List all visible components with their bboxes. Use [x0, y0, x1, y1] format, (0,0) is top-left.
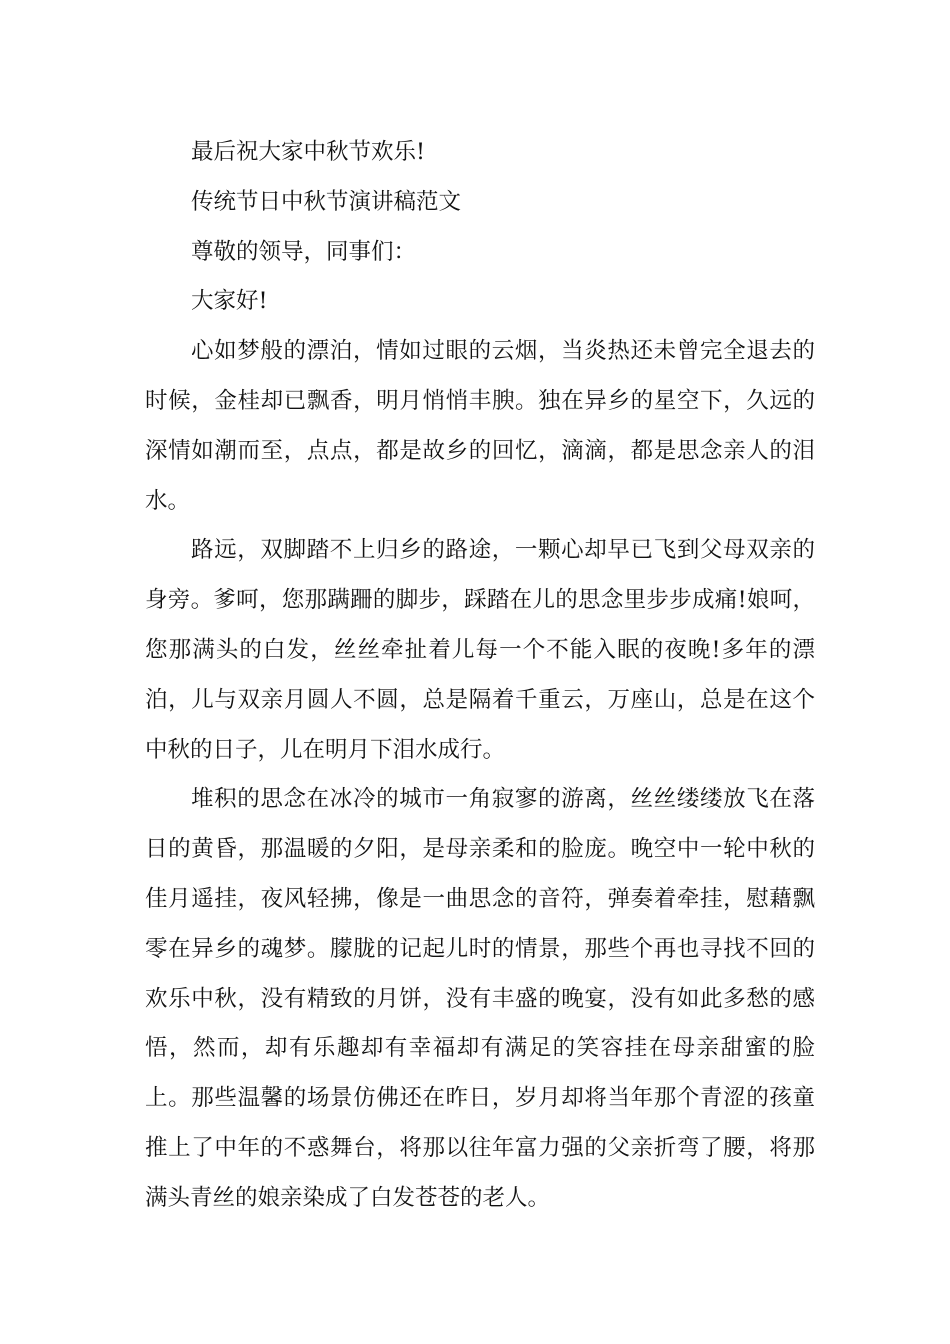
speech-title: 传统节日中秋节演讲稿范文 [191, 188, 462, 215]
body-paragraph-3: 堆积的思念在冰冷的城市一角寂寥的游离，丝丝缕缕放飞在落日的黄昏，那温暖的夕阳，是母亲柔和的脸庞。晚空中一轮中秋的佳月遥挂，夜风轻拂，像是一曲思念的音符，弹奏着牵挂，慰藉飘零在异乡的魂梦。朦胧的记起儿时的情景，那些个再也寻找不回的欢乐中秋，没有精致的月饼，没有丰盛的晚宴，没有如此多愁的感悟，然而，却有乐趣却有幸福却有满足的笑容挂在母亲甜蜜的脸上。那些温馨的场景仿佛还在昨日，岁月却将当年那个青涩的孩童推上了中年的不惑舞台，将那以往年富力强的父亲折弯了腰，将那满头青丝的娘亲染成了白发苍苍的老人。 [145, 786, 815, 1211]
document-body [145, 128, 815, 1224]
salutation-line: 尊敬的领导，同事们： [191, 238, 417, 265]
greeting-line: 大家好! [191, 288, 268, 315]
closing-wish-line: 最后祝大家中秋节欢乐! [191, 139, 426, 165]
body-paragraph-1: 心如梦般的漂泊，情如过眼的云烟，当炎热还未曾完全退去的时候，金桂却已飘香，明月悄悄丰腴。独在异乡的星空下，久远的深情如潮而至，点点，都是故乡的回忆，滴滴，都是思念亲人的泪水。 [145, 338, 815, 514]
body-paragraph-2: 路远，双脚踏不上归乡的路途，一颗心却早已飞到父母双亲的身旁。爹呵，您那蹒跚的脚步，踩踏在儿的思念里步步成痛!娘呵，您那满头的白发，丝丝牵扯着儿每一个不能入眠的夜晚!多年的漂泊，儿与双亲月圆人不圆，总是隔着千重云，万座山，总是在这个中秋的日子，儿在明月下泪水成行。 [145, 537, 815, 763]
